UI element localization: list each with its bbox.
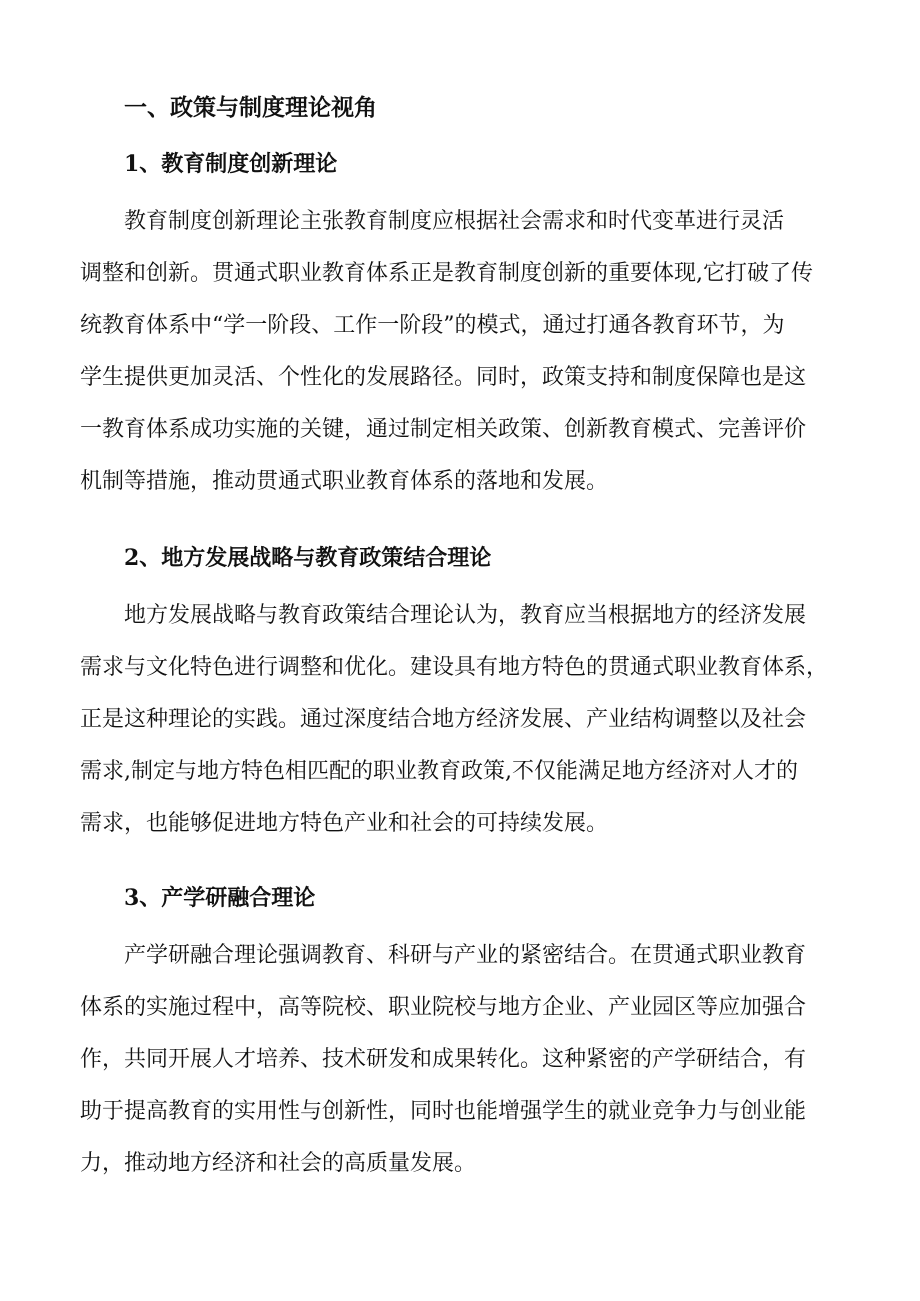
subsection-heading-1: 1、教育制度创新理论 <box>124 151 338 177</box>
paragraph-line: 正是这种理论的实践。通过深度结合地方经济发展、产业结构调整以及社会 <box>80 707 807 732</box>
paragraph-line: 力，推动地方经济和社会的高质量发展。 <box>80 1151 477 1176</box>
paragraph-line: 助于提高教育的实用性与创新性，同时也能增强学生的就业竞争力与创业能 <box>80 1099 807 1124</box>
paragraph-3 <box>80 930 840 1190</box>
paragraph-line: 学生提供更加灵活、个性化的发展路径。同时，政策支持和制度保障也是这 <box>80 365 807 390</box>
paragraph-line: 教育制度创新理论主张教育制度应根据社会需求和时代变革进行灵活 <box>124 209 785 234</box>
paragraph-line: 需求与文化特色进行调整和优化。建设具有地方特色的贯通式职业教育体系， <box>80 655 829 680</box>
paragraph-1 <box>80 196 840 508</box>
section-title: 一、政策与制度理论视角 <box>124 94 377 121</box>
paragraph-line: 作，共同开展人才培养、技术研发和成果转化。这种紧密的产学研结合，有 <box>80 1047 807 1072</box>
paragraph-line: 一教育体系成功实施的关键，通过制定相关政策、创新教育模式、完善评价 <box>80 417 807 442</box>
subsection-heading-2: 2、地方发展战略与教育政策结合理论 <box>124 545 492 571</box>
paragraph-2 <box>80 590 840 850</box>
paragraph-line: 调整和创新。贯通式职业教育体系正是教育制度创新的重要体现,它打破了传 <box>80 261 813 286</box>
paragraph-line: 统教育体系中“学一阶段、工作一阶段”的模式，通过打通各教育环节，为 <box>80 313 785 338</box>
paragraph-line: 需求，也能够促进地方特色产业和社会的可持续发展。 <box>80 811 609 836</box>
paragraph-line: 产学研融合理论强调教育、科研与产业的紧密结合。在贯通式职业教育 <box>124 943 807 968</box>
paragraph-line: 地方发展战略与教育政策结合理论认为，教育应当根据地方的经济发展 <box>124 603 807 628</box>
subsection-heading-3: 3、产学研融合理论 <box>124 885 316 911</box>
paragraph-line: 需求,制定与地方特色相匹配的职业教育政策,不仅能满足地方经济对人才的 <box>80 759 798 784</box>
paragraph-line: 体系的实施过程中，高等院校、职业院校与地方企业、产业园区等应加强合 <box>80 995 807 1020</box>
paragraph-line: 机制等措施，推动贯通式职业教育体系的落地和发展。 <box>80 469 609 494</box>
